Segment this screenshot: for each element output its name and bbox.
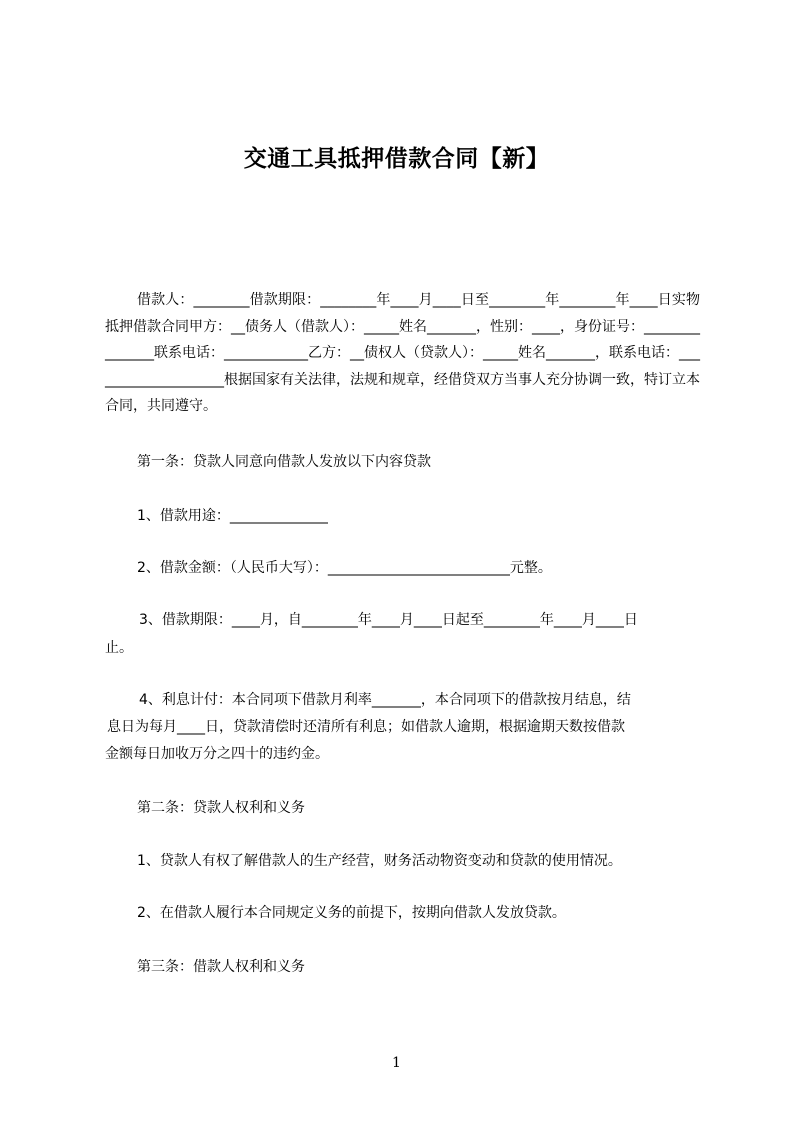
article-1-heading: 第一条：贷款人同意向借款人发放以下内容贷款 bbox=[137, 454, 431, 470]
article-2-clause-1: 1、贷款人有权了解借款人的生产经营，财务活动物资变动和贷款的使用情况。 bbox=[137, 853, 622, 869]
clause-4-interest-line-3: 金额每日加收万分之四十的违约金。 bbox=[105, 746, 329, 762]
clause-1-purpose: 1、借款用途：______________ bbox=[137, 508, 328, 524]
intro-paragraph: 借款人：________借款期限：________年____月____日至________年________年____日实物抵押借款合同甲方：__债务人（借款人）：_____姓名_______，性别：____，身份证号：_______________联系电话：____________乙方：__债权人（贷款人）：_____姓名_______，联系电话：____________________根据国家有关法律，法规和规章，经借贷双方当事人充分协调一致，特订立本合同，共同遵守。 bbox=[105, 292, 700, 414]
clause-4-interest-line-1: 4、利息计付：本合同项下借款月利率_______，本合同项下的借款按月结息，结 bbox=[139, 692, 631, 708]
clause-3-term-line-2: 止。 bbox=[105, 640, 133, 656]
article-2-heading: 第二条：贷款人权利和义务 bbox=[137, 800, 305, 816]
clause-3-term-line-1: 3、借款期限：____月，自________年____月____日起至________年____月____日 bbox=[139, 612, 638, 628]
article-3-heading: 第三条：借款人权利和义务 bbox=[137, 959, 305, 975]
article-2-clause-2: 2、在借款人履行本合同规定义务的前提下，按期向借款人发放贷款。 bbox=[137, 905, 566, 921]
clause-4-interest-line-2: 息日为每月____日，贷款清偿时还清所有利息；如借款人逾期，根据逾期天数按借款 bbox=[107, 719, 625, 735]
page-number: 1 bbox=[392, 1055, 401, 1071]
document-title: 交通工具抵押借款合同【新】 bbox=[243, 146, 550, 172]
clause-2-amount: 2、借款金额：（人民币大写）：__________________________元整。 bbox=[137, 560, 552, 576]
